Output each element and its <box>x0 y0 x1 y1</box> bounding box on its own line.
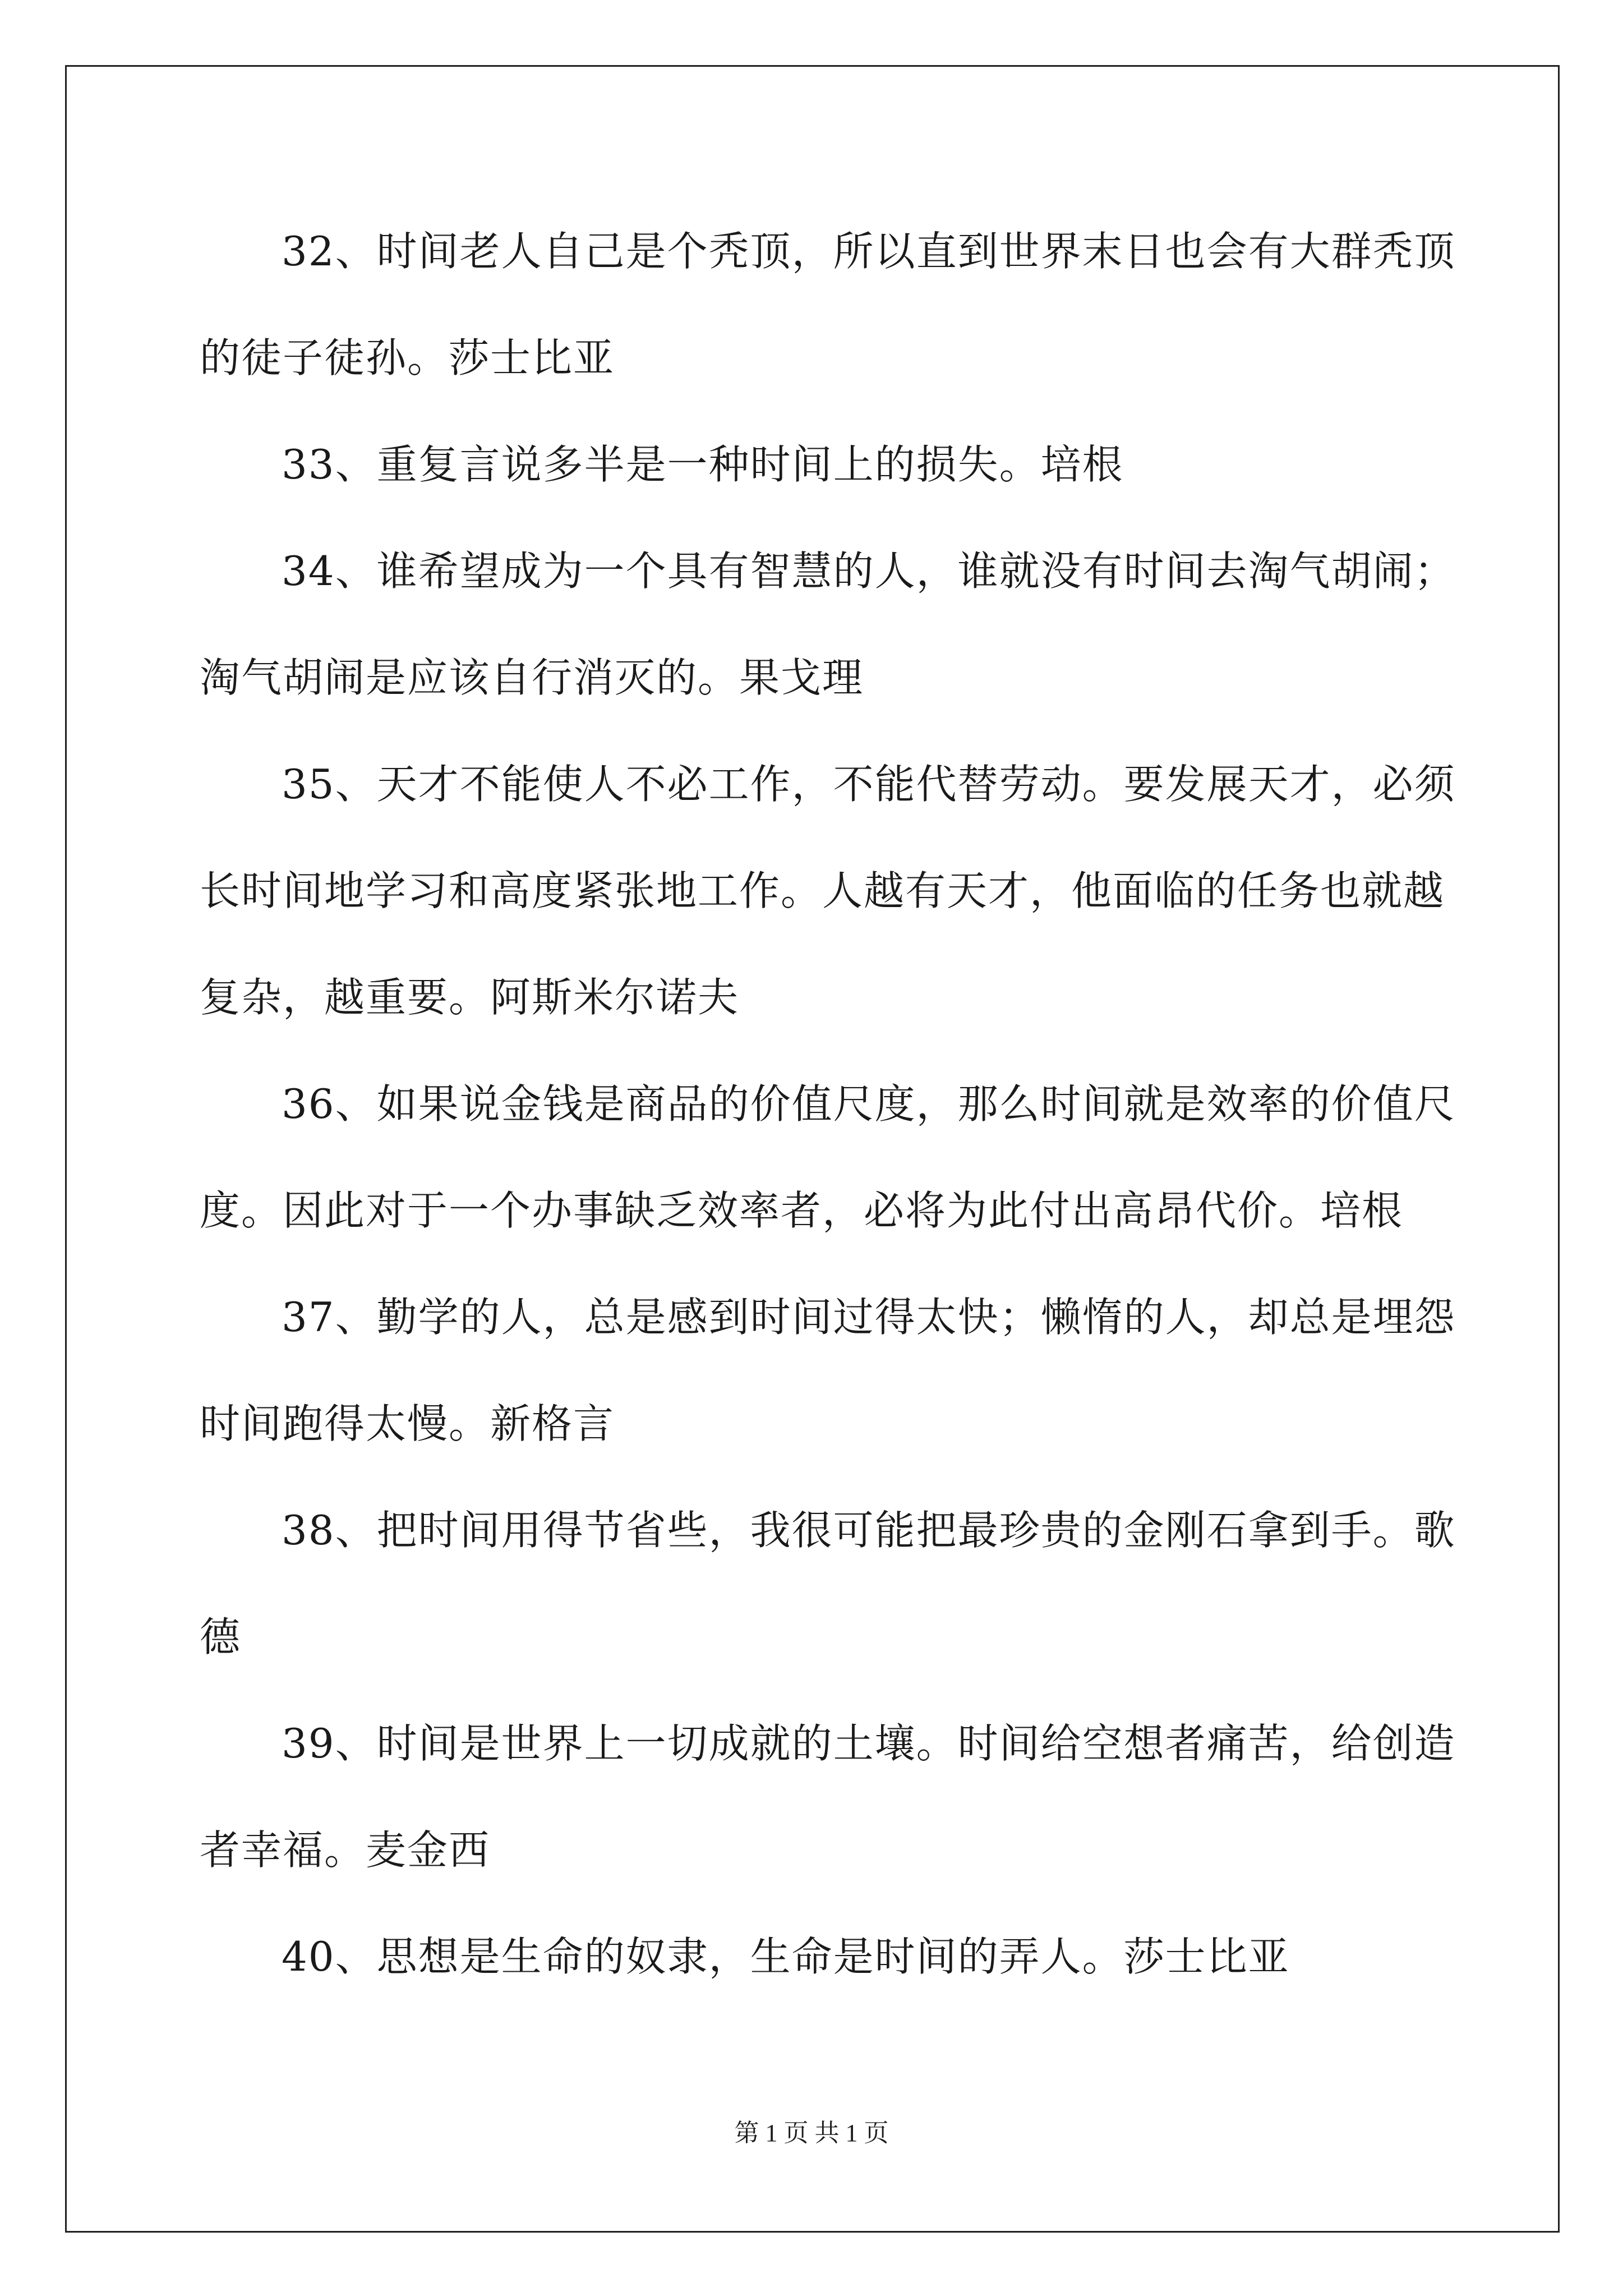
paragraph-33-line-1: 33、重复言说多半是一种时间上的损失。培根 <box>282 441 1124 488</box>
paragraph-38-line-1: 38、把时间用得节省些，我很可能把最珍贵的金刚石拿到手。歌 <box>282 1507 1456 1554</box>
page-border <box>65 65 1560 2233</box>
paragraph-32-line-2: 的徒子徒孙。莎士比亚 <box>200 334 615 381</box>
paragraph-32-line-1: 32、时间老人自己是个秃顶，所以直到世界末日也会有大群秃顶 <box>282 228 1456 275</box>
paragraph-39-line-1: 39、时间是世界上一切成就的土壤。时间给空想者痛苦，给创造 <box>282 1720 1456 1767</box>
paragraph-36-line-1: 36、如果说金钱是商品的价值尺度，那么时间就是效率的价值尺 <box>282 1080 1456 1128</box>
paragraph-34-line-1: 34、谁希望成为一个具有智慧的人，谁就没有时间去淘气胡闹； <box>282 547 1456 595</box>
paragraph-40-line-1: 40、思想是生命的奴隶，生命是时间的弄人。莎士比亚 <box>282 1933 1290 1980</box>
paragraph-34-line-2: 淘气胡闹是应该自行消灭的。果戈理 <box>200 654 864 701</box>
page-footer: 第 1 页 共 1 页 <box>734 2119 889 2147</box>
paragraph-39-line-2: 者幸福。麦金西 <box>200 1826 491 1874</box>
paragraph-37-line-2: 时间跑得太慢。新格言 <box>200 1400 615 1447</box>
paragraph-35-line-3: 复杂，越重要。阿斯米尔诺夫 <box>200 974 740 1021</box>
paragraph-37-line-1: 37、勤学的人，总是感到时间过得太快；懒惰的人，却总是埋怨 <box>282 1294 1456 1341</box>
paragraph-36-line-2: 度。因此对于一个办事缺乏效率者，必将为此付出高昂代价。培根 <box>200 1187 1404 1234</box>
paragraph-35-line-1: 35、天才不能使人不必工作，不能代替劳动。要发展天才，必须 <box>282 761 1456 808</box>
paragraph-35-line-2: 长时间地学习和高度紧张地工作。人越有天才，他面临的任务也就越 <box>200 867 1445 914</box>
paragraph-38-line-2: 德 <box>200 1613 242 1660</box>
